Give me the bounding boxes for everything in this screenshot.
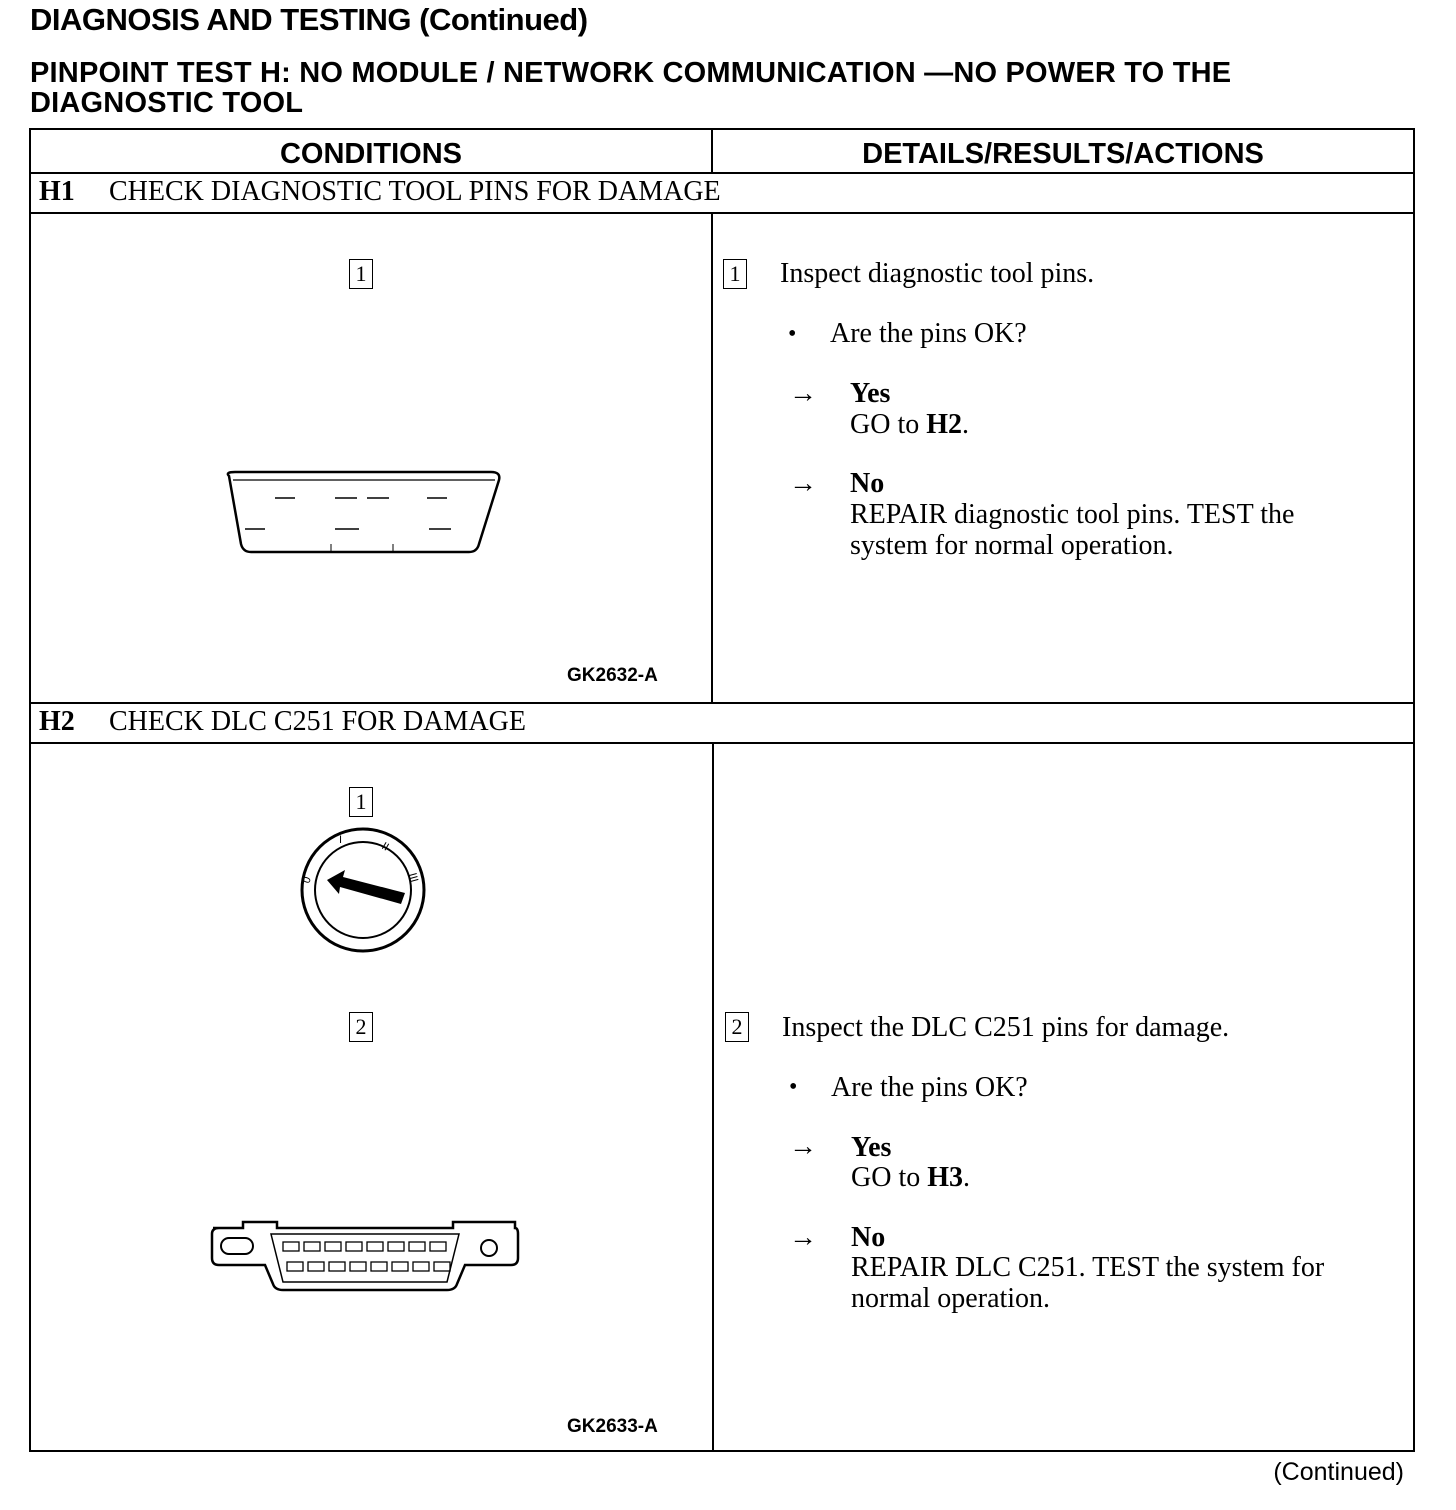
row-divider [31,212,1413,214]
row-divider [31,172,1413,174]
arrow-right-icon: → [789,1222,817,1253]
step-id: H1 [39,176,75,207]
yes-action-text: GO to [851,1162,928,1193]
figure-step-number: 2 [349,1012,373,1042]
action-question: Are the pins OK? [830,318,1027,349]
arrow-right-icon: → [789,468,817,499]
column-header-conditions: CONDITIONS [279,138,463,170]
yes-action-text: GO to [850,409,927,440]
step-header-h1 [39,176,721,208]
svg-text:I: I [339,834,343,846]
svg-text:III: III [406,871,421,884]
column-divider [711,212,713,702]
continued-footer: (Continued) [1273,1458,1404,1486]
no-action-line: REPAIR diagnostic tool pins. TEST the [850,499,1295,530]
no-action-line: REPAIR DLC C251. TEST the system for [851,1252,1325,1283]
yes-target-step: H3 [927,1162,964,1193]
yes-action-end: . [963,1162,971,1193]
arrow-right-icon: → [789,1131,817,1162]
pinpoint-test-table [29,128,1415,1452]
dlc-connector-icon [209,1220,521,1294]
action-step-number: 2 [725,1012,749,1042]
figure-reference: GK2632-A [567,665,658,686]
column-header-details: DETAILS/RESULTS/ACTIONS [862,138,1264,170]
ignition-switch-icon [297,826,427,956]
no-action-line: system for normal operation. [850,530,1174,561]
row-divider [31,742,1413,744]
bullet-icon: • [789,1074,798,1100]
yes-label: Yes [850,378,891,409]
yes-action-end: . [962,409,970,440]
no-label: No [851,1222,886,1253]
action-instruction: Inspect the DLC C251 pins for damage. [782,1012,1230,1043]
no-action-line: normal operation. [851,1283,1051,1314]
step-header-h2 [39,706,526,738]
svg-text:0: 0 [300,875,314,886]
yes-action [851,1162,970,1193]
arrow-right-icon: → [789,378,817,409]
bullet-icon: • [788,321,797,347]
page-title: DIAGNOSIS AND TESTING (Continued) [30,2,588,37]
yes-action [850,409,969,440]
column-divider [712,742,714,1452]
step-title: CHECK DIAGNOSTIC TOOL PINS FOR DAMAGE [109,176,721,207]
yes-target-step: H2 [926,409,963,440]
figure-step-number: 1 [349,787,373,817]
svg-text:II: II [379,840,391,854]
diagnostic-tool-connector-icon [217,468,507,558]
step-title: CHECK DLC C251 FOR DAMAGE [109,706,526,737]
action-question: Are the pins OK? [831,1072,1028,1103]
no-label: No [850,468,885,499]
action-step-number: 1 [723,259,747,289]
step-id: H2 [39,706,75,737]
pinpoint-test-title: PINPOINT TEST H: NO MODULE / NETWORK COMMUNICATION —NO POWER TO THE DIAGNOSTIC TOOL [30,57,1232,119]
figure-reference: GK2633-A [567,1416,658,1437]
yes-label: Yes [851,1132,892,1163]
action-instruction: Inspect diagnostic tool pins. [780,258,1095,289]
row-divider [31,702,1413,704]
figure-step-number: 1 [349,259,373,289]
